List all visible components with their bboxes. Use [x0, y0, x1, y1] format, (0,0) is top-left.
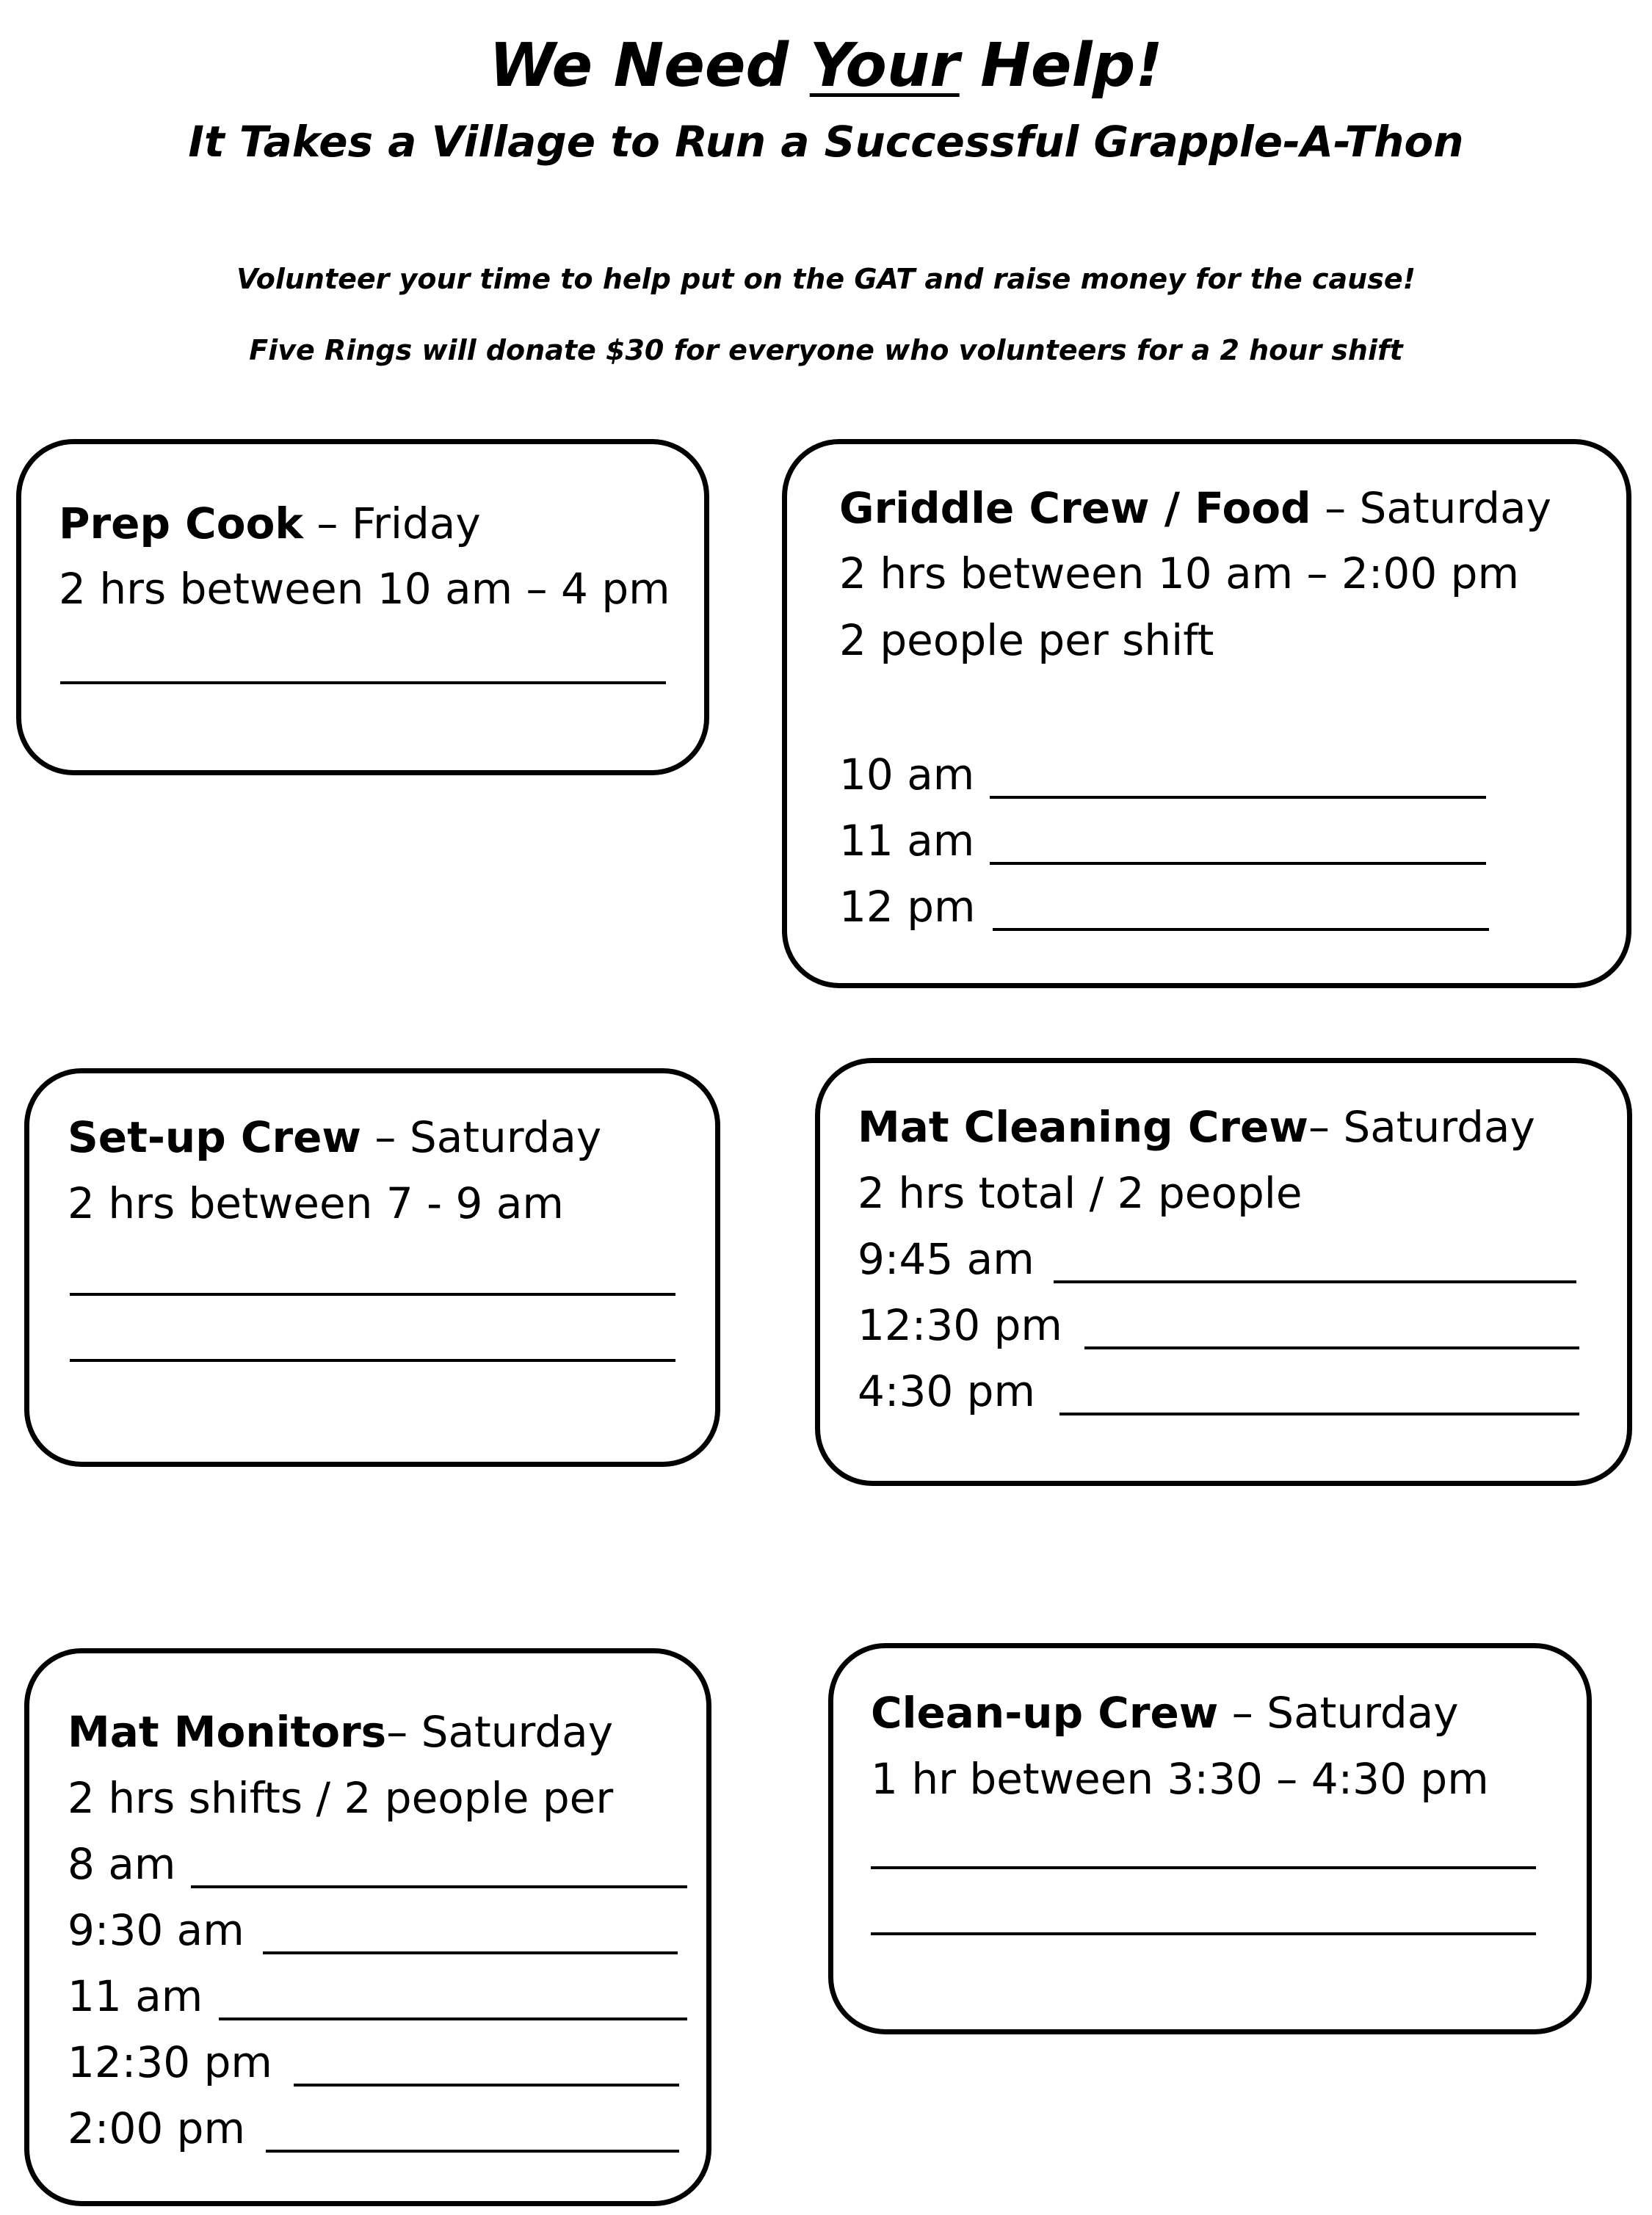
griddle-slot-label: 10 am	[839, 750, 975, 800]
mat-cleaning-slot-line[interactable]	[1059, 1413, 1579, 1415]
mat-monitors-slot-label: 11 am	[68, 1971, 203, 2021]
page-subtitle: It Takes a Village to Run a Successful Grapple-A-Thon	[188, 117, 1464, 167]
griddle-slot-line[interactable]	[993, 928, 1489, 931]
cleanup-crew-heading	[871, 1687, 1459, 1739]
title-underlined: Your	[809, 31, 960, 101]
setup-crew-day: – Saturday	[361, 1112, 602, 1162]
mat-monitors-day: – Saturday	[386, 1707, 614, 1757]
setup-crew-signup-line[interactable]	[70, 1359, 675, 1362]
mat-monitors-slot-label: 8 am	[68, 1839, 176, 1889]
mat-monitors-slot-line[interactable]	[219, 2018, 687, 2020]
griddle-crew-detail-people: 2 people per shift	[839, 615, 1214, 665]
griddle-slot-label: 11 am	[839, 816, 975, 866]
mat-cleaning-slot-line[interactable]	[1054, 1280, 1576, 1283]
griddle-crew-detail-hours: 2 hrs between 10 am – 2:00 pm	[839, 548, 1519, 598]
setup-crew-signup-line[interactable]	[70, 1293, 675, 1296]
cleanup-crew-role: Clean-up Crew	[871, 1688, 1219, 1738]
griddle-crew-day: – Saturday	[1311, 483, 1551, 533]
mat-cleaning-heading	[858, 1101, 1535, 1153]
prep-cook-day: – Friday	[303, 499, 481, 548]
cleanup-crew-signup-line[interactable]	[871, 1932, 1536, 1935]
mat-monitors-slot-label: 12:30 pm	[68, 2037, 272, 2087]
page-title	[0, 29, 1652, 103]
mat-monitors-slot-line[interactable]	[263, 1951, 678, 1954]
mat-cleaning-slot-label: 9:45 am	[858, 1234, 1035, 1284]
mat-monitors-slot-line[interactable]	[191, 1885, 687, 1888]
cleanup-crew-detail: 1 hr between 3:30 – 4:30 pm	[871, 1754, 1489, 1804]
mat-monitors-heading	[68, 1706, 613, 1758]
mat-cleaning-role: Mat Cleaning Crew	[858, 1102, 1308, 1152]
griddle-slot-line[interactable]	[990, 862, 1486, 865]
griddle-slot-label: 12 pm	[839, 882, 976, 932]
mat-cleaning-day: – Saturday	[1308, 1102, 1535, 1152]
prep-cook-role: Prep Cook	[59, 499, 303, 548]
mat-cleaning-slot-label: 12:30 pm	[858, 1300, 1062, 1350]
griddle-crew-heading	[839, 482, 1551, 534]
mat-monitors-slot-label: 2:00 pm	[68, 2103, 245, 2153]
cleanup-crew-signup-line[interactable]	[871, 1866, 1536, 1869]
title-after: Help!	[959, 31, 1163, 101]
mat-cleaning-slot-line[interactable]	[1084, 1346, 1579, 1349]
griddle-slot-line[interactable]	[990, 796, 1486, 799]
mat-monitors-detail: 2 hrs shifts / 2 people per	[68, 1773, 614, 1823]
cleanup-crew-day: – Saturday	[1218, 1688, 1459, 1738]
setup-crew-heading	[68, 1112, 601, 1163]
prep-cook-detail: 2 hrs between 10 am – 4 pm	[59, 564, 670, 614]
prep-cook-signup-line[interactable]	[60, 681, 666, 684]
tagline-donation: Five Rings will donate $30 for everyone who volunteers for a 2 hour shift	[249, 334, 1403, 366]
mat-monitors-role: Mat Monitors	[68, 1707, 387, 1757]
mat-monitors-slot-line[interactable]	[294, 2084, 679, 2087]
mat-monitors-slot-line[interactable]	[266, 2150, 679, 2153]
title-before: We Need	[489, 31, 810, 101]
setup-crew-detail: 2 hrs between 7 - 9 am	[68, 1178, 564, 1228]
mat-cleaning-slot-label: 4:30 pm	[858, 1366, 1035, 1416]
prep-cook-heading	[59, 498, 481, 549]
tagline-volunteer: Volunteer your time to help put on the GAT and raise money for the cause!	[236, 263, 1416, 295]
mat-monitors-slot-label: 9:30 am	[68, 1905, 244, 1955]
griddle-crew-role: Griddle Crew / Food	[839, 483, 1311, 533]
mat-cleaning-detail: 2 hrs total / 2 people	[858, 1168, 1303, 1218]
setup-crew-role: Set-up Crew	[68, 1112, 361, 1162]
